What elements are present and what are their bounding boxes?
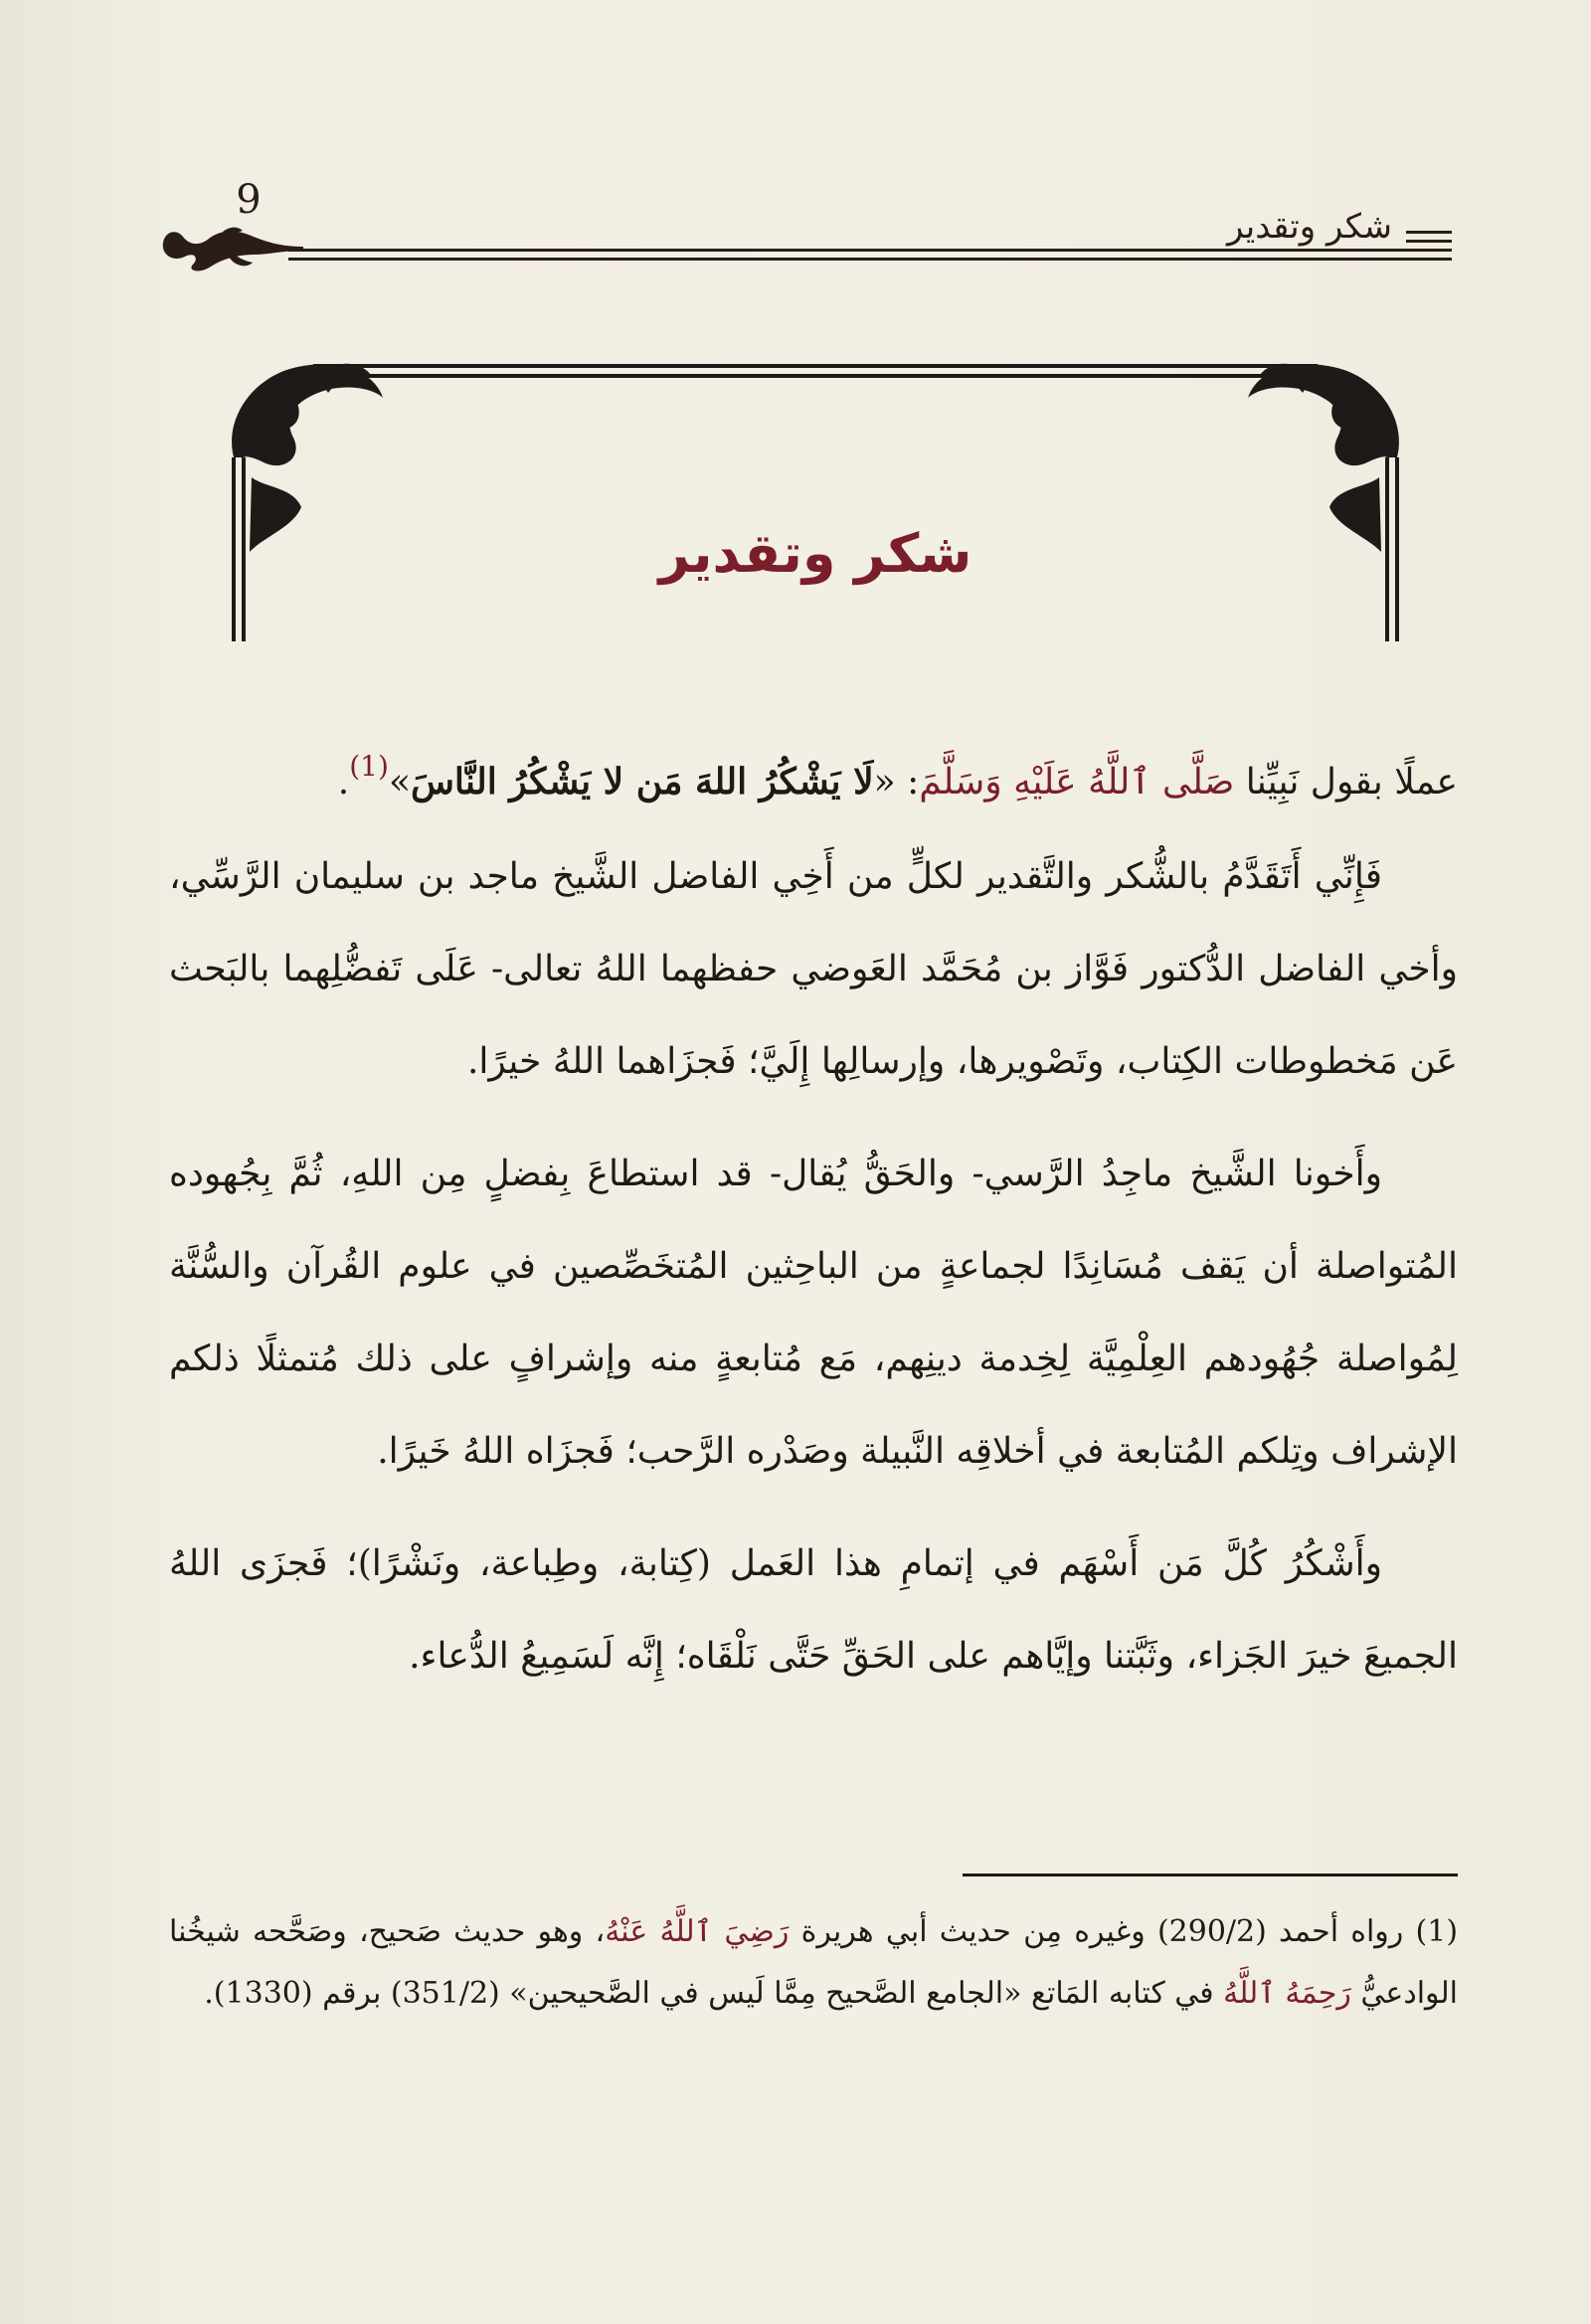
footnote-reference: (1) <box>349 750 389 783</box>
hadith-quote: لَا يَشْكُرُ اللهَ مَن لا يَشْكُرُ النَّاسَ <box>410 761 874 803</box>
header-dashes <box>1406 231 1452 249</box>
paragraph-1: عملًا بقول نَبِيِّنا صَلَّى ٱللَّهُ عَلَيْهِ وَسَلَّمَ: «لَا يَشْكُرُ اللهَ مَن لا يَشْكُرُ النَّاسَ»$^{(1)}$. <box>337 750 1458 803</box>
paragraph-2: فَإِنِّي أَتَقَدَّمُ بالشُّكر والتَّقدير لكلٍّ من أَخِي الفاضل الشَّيخ ماجد بن سليمان الرَّسِّي، وأخي الفاضل الدُّكتور فَوَّاز بن مُحَمَّد العَوضي حفظهما اللهُ تعالى- عَلَى تَفضُّلِهما بالبَحث عَن مَخطوطات الكِتاب، وتَصْويرها، وإرسالِها إِلَيَّ؛ فَجزَاهما اللهُ خيرًا. <box>169 856 1458 1082</box>
footnote-separator <box>963 1874 1458 1877</box>
vine-ornament-icon <box>159 221 308 276</box>
honorific: رَحِمَهُ ٱللَّهُ <box>1223 1976 1351 2011</box>
chapter-title: شكر وتقدير <box>658 522 972 585</box>
body-text <box>169 736 1458 1702</box>
honorific: صَلَّى ٱللَّهُ عَلَيْهِ وَسَلَّمَ <box>919 762 1235 803</box>
paragraph-3: وأَخونا الشَّيخ ماجِدُ الرَّسي- والحَقُّ يُقال- قد استطاعَ بِفضلٍ مِن اللهِ، ثُمَّ بِجُهوده المُتواصلة أن يَقف مُسَانِدًا لجماعةٍ من الباحِثين المُتخَصِّصين في علوم القُرآن والسُّنَّة لِمُواصلة جُهُودهم العِلْمِيَّة لِخِدمة دينِهم، مَع مُتابعةٍ منه وإشرافٍ على ذلك مُتمثلًا ذلكم الإشراف وتِلكم المُتابعة في أخلاقِه النَّبيلة وصَدْره الرَّحب؛ فَجزَاه اللهُ خَيرًا. <box>169 1154 1458 1472</box>
header-rule <box>288 249 1452 267</box>
running-title: شكر وتقدير <box>1227 207 1392 247</box>
footnote: (1) رواه أحمد (290/2) وغيره مِن حديث أبي هريرة رَضِيَ ٱللَّهُ عَنْهُ، وهو حديث صَحيح، وصَحَّحه شيخُنا الوادعيُّ رَحِمَهُ ٱللَّهُ في كتابه المَاتع «الجامع الصَّحيح مِمَّا لَيس في الصَّحيحين» (351/2) برقم (1330). <box>169 1914 1459 2011</box>
honorific: رَضِيَ ٱللَّهُ عَنْهُ <box>605 1914 790 1949</box>
chapter-frame <box>224 338 1407 656</box>
frame-border-icon <box>224 338 1407 656</box>
paragraph-4: وأَشْكُرُ كُلَّ مَن أَسْهَم في إتمامِ هذا العَمل (كِتابة، وطِباعة، ونَشْرًا)؛ فَجزَى اللهُ الجميعَ خيرَ الجَزاء، وثَبَّتنا وإيَّاهم على الحَقِّ حَتَّى نَلْقَاه؛ إِنَّه لَسَمِيعُ الدُّعاء. <box>169 1543 1458 1677</box>
page-number: 9 <box>236 177 262 223</box>
running-header <box>159 169 1452 278</box>
